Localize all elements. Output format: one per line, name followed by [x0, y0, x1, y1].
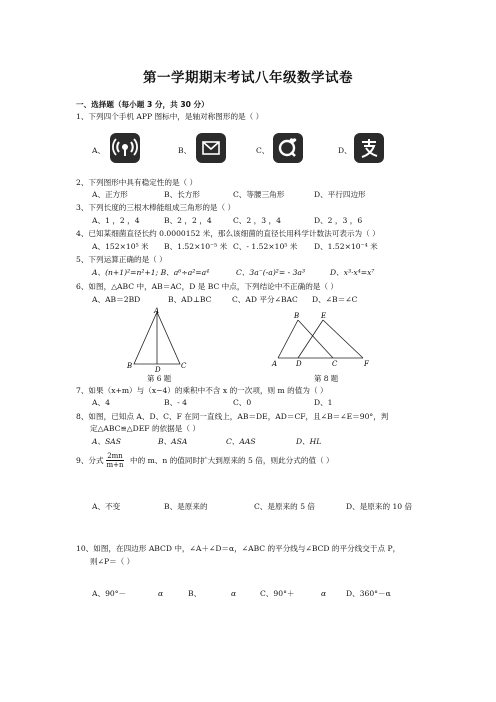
fig8-label-b: B — [294, 312, 300, 320]
q9-denominator: m+n — [106, 461, 124, 469]
page-title: 第一学期期末考试八年级数学试卷 — [143, 70, 353, 86]
q6-option-a: A、AB＝2BD — [92, 295, 141, 304]
q10-option-d: D、360°－α — [346, 589, 391, 598]
question-8-line1: 8、如图，已知点 A、D、C、F 在同一直线上，AB＝DE，AD＝CF，且∠B＝∠E＝90°，判 — [76, 412, 389, 421]
question-10-line1: 10、如图，在四边形 ABCD 中，∠A＋∠D＝α，∠ABC 的平分线与∠BCD 的平分线交于点 P， — [76, 544, 401, 553]
q1-label-b: B、 — [178, 146, 192, 155]
q7-option-b: B、- 4 — [164, 398, 187, 407]
q1-label-c: C、 — [256, 146, 270, 155]
figure-6 — [124, 306, 194, 372]
q9-option-d: D、是原来的 10 倍 — [346, 502, 413, 511]
alipay-icon — [354, 133, 384, 163]
q5-option-ab: A、(n+1)²=n²+1; B、a⁶÷a²=a⁴ — [92, 268, 210, 277]
search-heart-icon — [273, 133, 303, 163]
fig6-label-d: D — [155, 366, 161, 372]
q10-option-b: B、 — [188, 589, 202, 598]
question-1: 1、下列四个手机 APP 图标中，是轴对称图形的是（ ） — [76, 112, 264, 121]
fig8-label-a: A — [272, 360, 278, 368]
q7-option-c: C、0 — [233, 398, 252, 407]
fig8-label-c: C — [332, 360, 338, 368]
q8-option-c: C、AAS — [226, 437, 256, 446]
q1-label-a: A、 — [92, 146, 106, 155]
question-2: 2、下列图形中具有稳定性的是（ ） — [76, 178, 198, 187]
q6-option-c: C、AD 平分∠BAC — [232, 295, 298, 304]
q10-option-c: C、90°＋ — [260, 589, 295, 598]
question-9: 中的 m、n 的值同时扩大到原来的 5 倍，则此分式的值（ ） — [130, 456, 334, 465]
q3-option-b: B、2 ，2 ，4 — [164, 216, 212, 225]
q7-option-a: A、4 — [92, 398, 110, 407]
q1-label-d: D、 — [338, 146, 352, 155]
figure-6-caption: 第 6 题 — [147, 374, 172, 383]
question-3: 3、下列长度的三根木棒能组成三角形的是（ ） — [76, 203, 236, 212]
q4-option-b: B、1.52×10⁻⁵ 米 — [164, 242, 228, 251]
q3-option-d: D、2 ，3 ，6 — [314, 216, 363, 225]
q5-option-c: C、3a⁻(-a)²= - 3a³ — [236, 268, 305, 277]
question-10-line2: 则∠P＝（ ） — [90, 557, 135, 566]
q3-option-a: A、1 ，2 ，4 — [92, 216, 140, 225]
q9-numerator: 2mn — [107, 452, 123, 460]
q2-option-a: A、正方形 — [92, 190, 128, 199]
q8-option-a: A、SAS — [92, 437, 121, 446]
q2-option-b: B、长方形 — [164, 190, 200, 199]
q9-option-a: A、不变 — [92, 502, 121, 511]
figure-8-caption: 第 8 题 — [314, 374, 339, 383]
figure-8 — [268, 308, 378, 368]
q2-option-d: D、平行四边形 — [314, 190, 366, 199]
section-heading: 一、选择题（每小题 3 分，共 30 分） — [76, 100, 209, 109]
q8-option-d: D、HL — [296, 437, 322, 446]
fig8-label-e: E — [321, 312, 327, 320]
q10-option-c-alpha: α — [321, 589, 327, 598]
q7-option-d: D、1 — [314, 398, 333, 407]
q5-option-d: D、x³·x⁴=x⁷ — [330, 268, 375, 277]
q3-option-c: C、2 ，3 ，4 — [233, 216, 281, 225]
fig6-label-a: A — [154, 307, 160, 315]
fig8-label-f: F — [364, 360, 369, 368]
q10-option-a-alpha: α — [158, 589, 164, 598]
question-8-line2: 定△ABC≌△DEF 的依据是（ ） — [90, 424, 200, 433]
question-7: 7、如果（x+m）与（x−4）的乘积中不含 x 的一次项，则 m 的值为（ ） — [76, 386, 328, 395]
question-4: 4、已知某细菌直径长约 0.0000152 米，那么该细菌的直径长用科学计数法可表示为（ ） — [76, 229, 380, 238]
q6-option-b: B、AD⊥BC — [168, 295, 212, 304]
q10-option-b-alpha: α — [231, 589, 237, 598]
q4-option-d: D、1.52×10⁻⁴ 米 — [314, 242, 378, 251]
q2-option-c: C、等腰三角形 — [233, 190, 285, 199]
q10-option-a: A、90°－ — [92, 589, 127, 598]
question-9-prefix: 9、分式 — [76, 456, 104, 465]
mail-icon — [196, 133, 226, 163]
q4-option-c: C、- 1.52×10⁵ 米 — [233, 242, 298, 251]
q6-option-d: D、∠B＝∠C — [312, 295, 358, 304]
question-5: 5、下列运算正确的是（ ） — [76, 255, 167, 264]
fig6-label-c: C — [181, 362, 187, 370]
q9-fraction — [106, 452, 124, 469]
q4-option-a: A、152×10⁵ 米 — [92, 242, 149, 251]
fig6-label-b: B — [127, 362, 133, 370]
q8-option-b: B、ASA — [158, 437, 188, 446]
fig8-label-d: D — [296, 360, 302, 368]
wifi-key-icon — [110, 133, 140, 163]
q9-option-b: B、是原来的 — [164, 502, 208, 511]
q9-option-c: C、是原来的 5 倍 — [254, 502, 316, 511]
question-6: 6、如图，△ABC 中，AB＝AC，D 是 BC 中点，下列结论中不正确的是（ ） — [76, 282, 338, 291]
